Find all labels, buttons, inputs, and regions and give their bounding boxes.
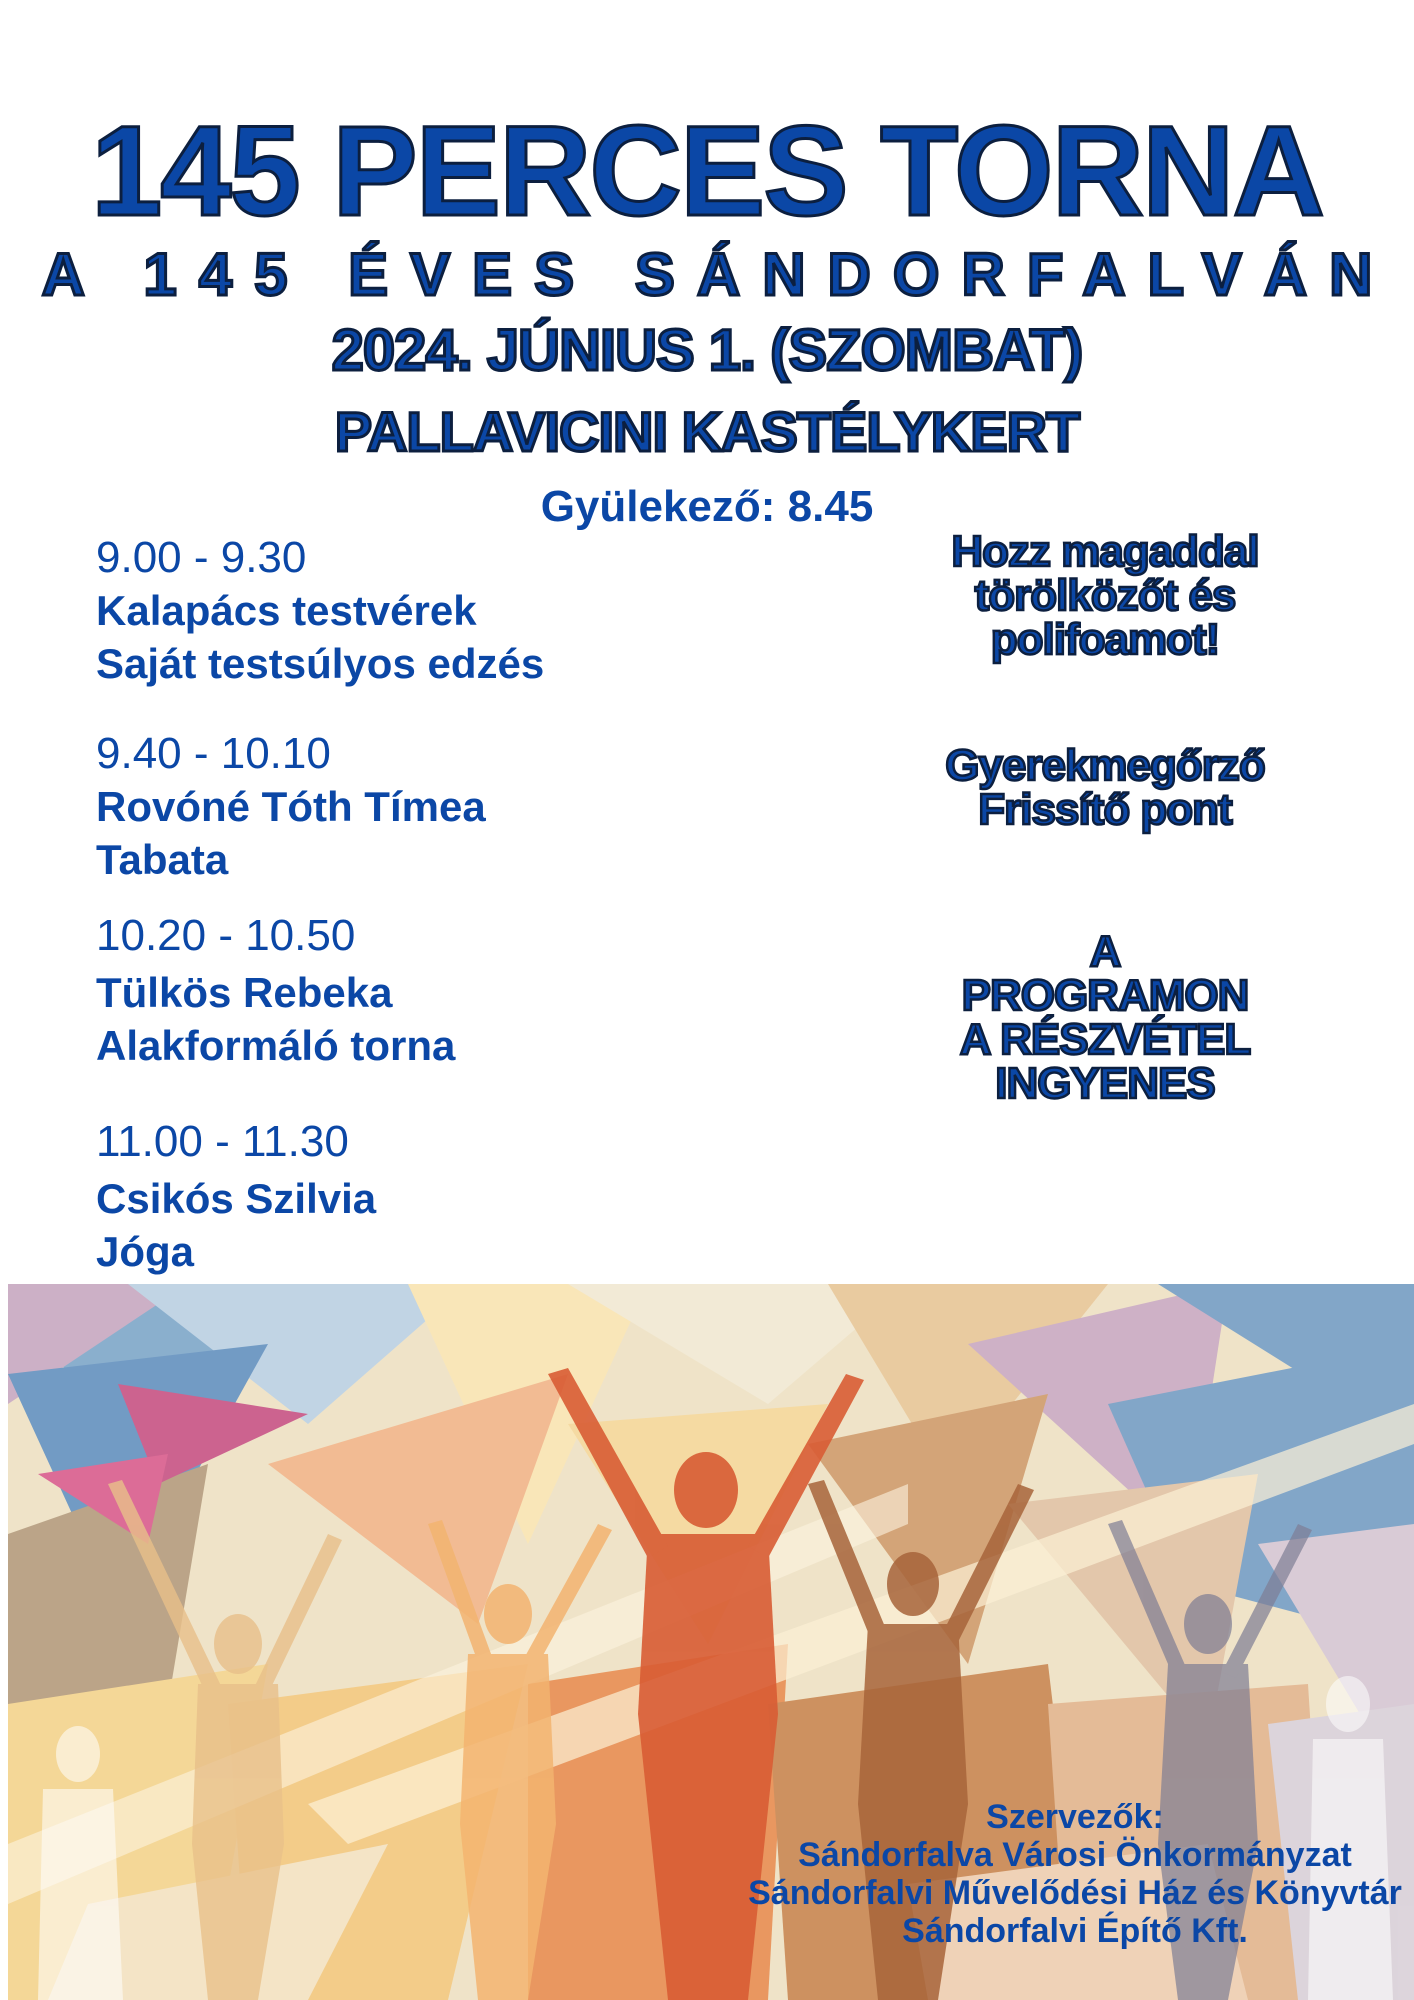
services-note-line: Frissítő pont [978, 785, 1232, 834]
schedule-slot [96, 910, 455, 1072]
slot-time: 10.20 - 10.50 [96, 911, 356, 960]
slot-time: 9.00 - 9.30 [96, 533, 307, 582]
slot-time: 9.40 - 10.10 [96, 729, 331, 778]
event-title: 145 PERCES TORNA [91, 100, 1323, 243]
free-entry-line: PROGRAMON [961, 971, 1249, 1020]
bring-note-line: Hozz magaddal [951, 527, 1259, 576]
slot-instructor: Csikós Szilvia [96, 1175, 377, 1222]
bring-note-line: polifoamot! [990, 615, 1220, 664]
slot-activity: Saját testsúlyos edzés [96, 640, 545, 687]
slot-instructor: Tülkös Rebeka [96, 969, 393, 1016]
schedule-slot [96, 532, 544, 690]
organizers [740, 1798, 1410, 1950]
slot-instructor: Rovóné Tóth Tímea [96, 783, 486, 830]
gathering-time: Gyülekező: 8.45 [540, 482, 874, 531]
free-entry-line: A [1089, 927, 1121, 976]
slot-time: 11.00 - 11.30 [96, 1117, 349, 1166]
bring-note [880, 527, 1330, 664]
event-venue: PALLAVICINI KASTÉLYKERT [334, 400, 1080, 463]
bring-note-line: törölközőt és [974, 571, 1236, 620]
slot-activity: Alakformáló torna [96, 1022, 456, 1069]
slot-activity: Tabata [96, 836, 229, 883]
slot-activity: Jóga [96, 1228, 195, 1275]
free-entry-line: A RÉSZVÉTEL [959, 1015, 1251, 1064]
slot-instructor: Kalapács testvérek [96, 587, 477, 634]
schedule-slot [96, 728, 486, 886]
services-note [880, 741, 1330, 834]
event-subtitle: A 145 ÉVES SÁNDORFALVÁN [41, 241, 1395, 308]
organizers-label: Szervezők: [986, 1798, 1164, 1836]
free-entry-note [880, 927, 1330, 1108]
organizer-item: Sándorfalvi Építő Kft. [902, 1912, 1248, 1950]
schedule-slot [96, 1116, 376, 1278]
event-date: 2024. JÚNIUS 1. (SZOMBAT) [331, 318, 1083, 383]
services-note-line: Gyerekmegőrző [945, 741, 1265, 790]
organizer-item: Sándorfalvi Művelődési Ház és Könyvtár [748, 1874, 1402, 1912]
organizer-item: Sándorfalva Városi Önkormányzat [798, 1836, 1352, 1874]
free-entry-line: INGYENES [995, 1059, 1215, 1108]
